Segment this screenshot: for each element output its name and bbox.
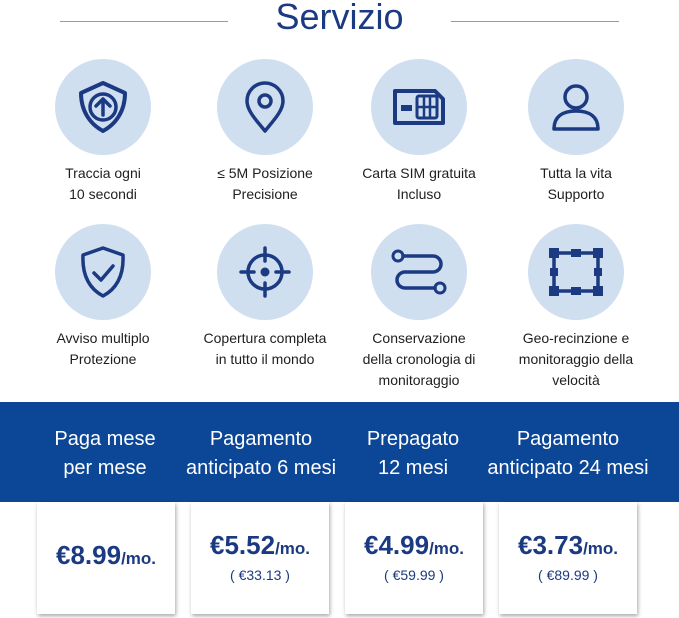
- feature-label: Copertura completa in tutto il mondo: [203, 330, 327, 367]
- sim-card-icon: [389, 79, 449, 135]
- price-value: €4.99/mo.: [363, 530, 465, 560]
- title-divider-right: [451, 21, 619, 22]
- feature-icon-circle: [371, 224, 467, 320]
- feature-icon-circle: [371, 59, 467, 155]
- price-unit: /mo.: [121, 549, 157, 568]
- feature-label: Avviso multiplo Protezione: [56, 330, 150, 367]
- feature-icon-circle: [217, 59, 313, 155]
- shield-check-icon: [75, 244, 131, 300]
- feature-label: Conservazione della cronologia di monitoraggio: [362, 330, 476, 388]
- price-card-24-months: [499, 502, 637, 614]
- feature-protection: [23, 224, 183, 370]
- page-title: Servizio: [275, 0, 404, 37]
- price-value: €8.99/mo.: [55, 540, 157, 570]
- feature-icon-circle: [528, 59, 624, 155]
- price-total: ( €89.99 ): [538, 567, 598, 583]
- feature-label: Traccia ogni 10 secondi: [65, 165, 141, 202]
- shield-arrow-up-icon: [75, 79, 131, 135]
- price-total: ( €33.13 ): [230, 567, 290, 583]
- price-unit: /mo.: [275, 539, 311, 558]
- plans-header-band: [0, 402, 679, 502]
- plan-12-months-title: Prepagato 12 mesi: [366, 428, 460, 479]
- feature-label: Geo-recinzione e monitoraggio della velocità: [518, 330, 634, 388]
- plan-24-months-title: Pagamento anticipato 24 mesi: [487, 428, 649, 479]
- feature-history: [339, 224, 499, 391]
- user-icon: [548, 79, 604, 135]
- price-unit: /mo.: [583, 539, 619, 558]
- price-value: €5.52/mo.: [209, 530, 311, 560]
- title-row: [0, 0, 679, 40]
- plan-monthly-title: Paga mese per mese: [54, 428, 156, 479]
- price-card-monthly: [37, 502, 175, 614]
- feature-icon-circle: [528, 224, 624, 320]
- price-unit: /mo.: [429, 539, 465, 558]
- feature-coverage: [185, 224, 345, 370]
- price-card-12-months: [345, 502, 483, 614]
- location-pin-icon: [237, 79, 293, 135]
- geofence-icon: [546, 244, 606, 300]
- route-icon: [389, 244, 449, 300]
- feature-geofence: [496, 224, 656, 391]
- plan-6-months-title: Pagamento anticipato 6 mesi: [185, 428, 337, 479]
- feature-sim: [339, 59, 499, 205]
- feature-support: [496, 59, 656, 205]
- feature-precision: [185, 59, 345, 205]
- feature-label: Tutta la vita Supporto: [540, 165, 612, 202]
- price-value: €3.73/mo.: [517, 530, 619, 560]
- feature-icon-circle: [55, 59, 151, 155]
- feature-label: Carta SIM gratuita Incluso: [362, 165, 476, 202]
- price-card-6-months: [191, 502, 329, 614]
- feature-label: ≤ 5M Posizione Precisione: [217, 165, 313, 202]
- feature-tracking: [23, 59, 183, 205]
- crosshair-icon: [237, 244, 293, 300]
- price-total: ( €59.99 ): [384, 567, 444, 583]
- feature-icon-circle: [217, 224, 313, 320]
- feature-icon-circle: [55, 224, 151, 320]
